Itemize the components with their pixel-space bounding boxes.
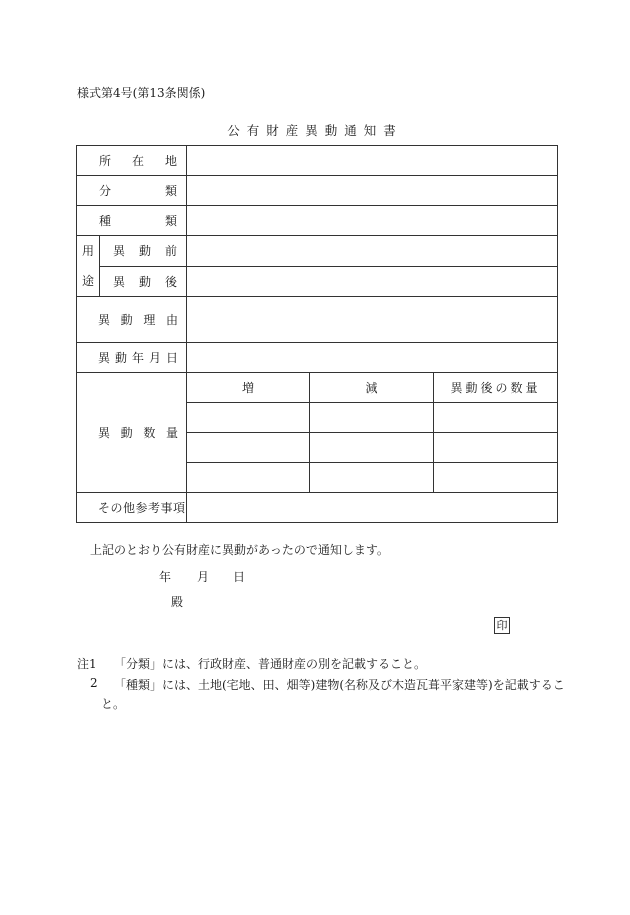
date-day: 日 [233,570,246,584]
usage-after-value-cell[interactable] [187,266,558,297]
increase-cell[interactable] [187,463,310,493]
statement-text: 上記のとおり公有財産に異動があったので通知します。 [90,543,389,557]
date-value-cell[interactable] [187,343,558,373]
classification-value-cell[interactable] [187,176,558,206]
notification-table [76,145,558,523]
usage-before-value-cell[interactable] [187,236,558,267]
document-title: 公有財産異動通知書 [227,123,403,138]
date-month: 月 [197,570,210,584]
note2-text: 「種類」には、土地(宅地、田、畑等)建物(名称及び木造瓦葺平家建等)を記載するこ [114,678,565,692]
type-value-cell[interactable] [187,206,558,236]
row-date [77,343,558,373]
label-other: その他参考事項 [77,493,187,523]
row-other [77,493,558,523]
label-usage-after: 異 動 後 [100,266,187,297]
after-quantity-cell[interactable] [434,433,558,463]
reason-value-cell[interactable] [187,297,558,343]
increase-cell[interactable] [187,403,310,433]
seal-mark: 印 [494,617,510,634]
note1-label: 注1 [77,657,97,671]
row-usage-after [77,266,558,297]
note1-text: 「分類」には、行政財産、普通財産の別を記載すること。 [114,657,427,671]
row-quantity-header [77,373,558,403]
other-value-cell[interactable] [187,493,558,523]
row-location [77,146,558,176]
header-increase: 増 [187,373,310,403]
label-usage: 用 途 [77,236,100,297]
decrease-cell[interactable] [310,403,434,433]
location-value-cell[interactable] [187,146,558,176]
label-classification: 分 類 [77,176,187,206]
note2-text-continued: と。 [101,697,126,711]
after-quantity-cell[interactable] [434,463,558,493]
label-reason: 異 動 理 由 [77,297,187,343]
increase-cell[interactable] [187,433,310,463]
form-number: 様式第4号(第13条関係) [77,86,206,100]
decrease-cell[interactable] [310,463,434,493]
row-classification [77,176,558,206]
label-quantity: 異 動 数 量 [77,373,187,493]
after-quantity-cell[interactable] [434,403,558,433]
addressee-suffix: 殿 [171,595,184,609]
note2-label: 2 [90,676,98,690]
label-location: 所 在 地 [77,146,187,176]
date-year: 年 [159,570,172,584]
header-decrease: 減 [310,373,434,403]
header-after-quantity: 異動後の数量 [434,373,558,403]
row-reason [77,297,558,343]
decrease-cell[interactable] [310,433,434,463]
label-date: 異 動 年 月 日 [77,343,187,373]
row-usage-before [77,236,558,267]
label-usage-before: 異 動 前 [100,236,187,267]
row-type [77,206,558,236]
label-type: 種 類 [77,206,187,236]
